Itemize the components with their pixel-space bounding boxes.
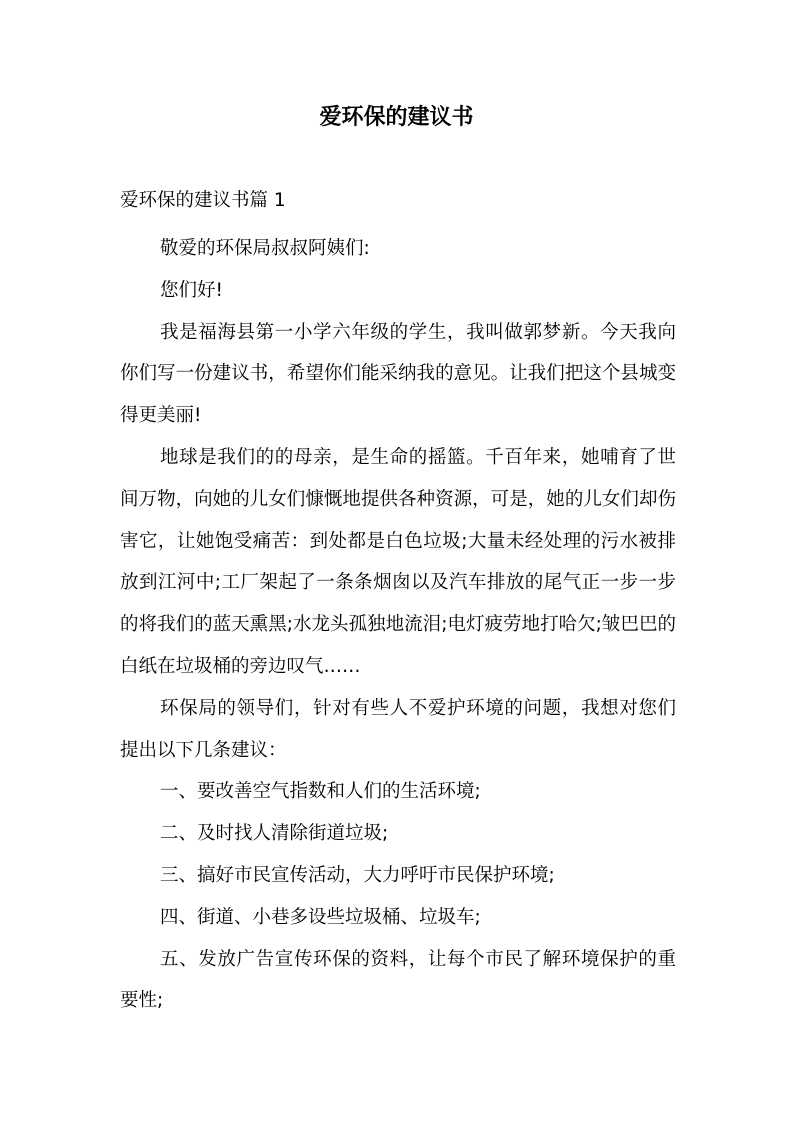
suggestion-item-5: 五、发放广告宣传环保的资料，让每个市民了解环境保护的重要性;: [120, 948, 676, 1012]
section-heading: 爱环保的建议书篇 1: [120, 190, 286, 211]
document-body: [120, 228, 676, 1022]
greeting: 您们好!: [160, 279, 223, 301]
paragraph-earth: 地球是我们的的母亲，是生命的摇篮。千百年来，她哺育了世间万物，向她的儿女们慷慨地提供各种资源，可是，她的儿女们却伤害它，让她饱受痛苦：到处都是白色垃圾;大量未经处理的污水被排放到江河中;工厂架起了一条条烟囱以及汽车排放的尾气正一步一步的将我们的蓝天熏黑;水龙头孤独地流泪;电灯疲劳地打哈欠;皱巴巴的白纸在垃圾桶的旁边叹气……: [120, 446, 676, 677]
suggestion-item-2: 二、及时找人清除街道垃圾;: [160, 823, 389, 845]
salutation: 敬爱的环保局叔叔阿姨们:: [160, 238, 370, 259]
suggestion-item-4: 四、街道、小巷多设些垃圾桶、垃圾车;: [160, 906, 481, 928]
paragraph-suggestion-intro: 环保局的领导们，针对有些人不爱护环境的问题，我想对您们提出以下几条建议：: [120, 697, 676, 761]
paragraph-introduction: 我是福海县第一小学六年级的学生，我叫做郭梦新。今天我向你们写一份建议书，希望你们能采纳我的意见。让我们把这个县城变得更美丽!: [120, 321, 676, 427]
document-title: 爱环保的建议书: [319, 105, 474, 130]
suggestion-item-3: 三、搞好市民宣传活动，大力呼吁市民保护环境;: [160, 864, 555, 886]
suggestion-item-1: 一、要改善空气指数和人们的生活环境;: [160, 781, 481, 803]
